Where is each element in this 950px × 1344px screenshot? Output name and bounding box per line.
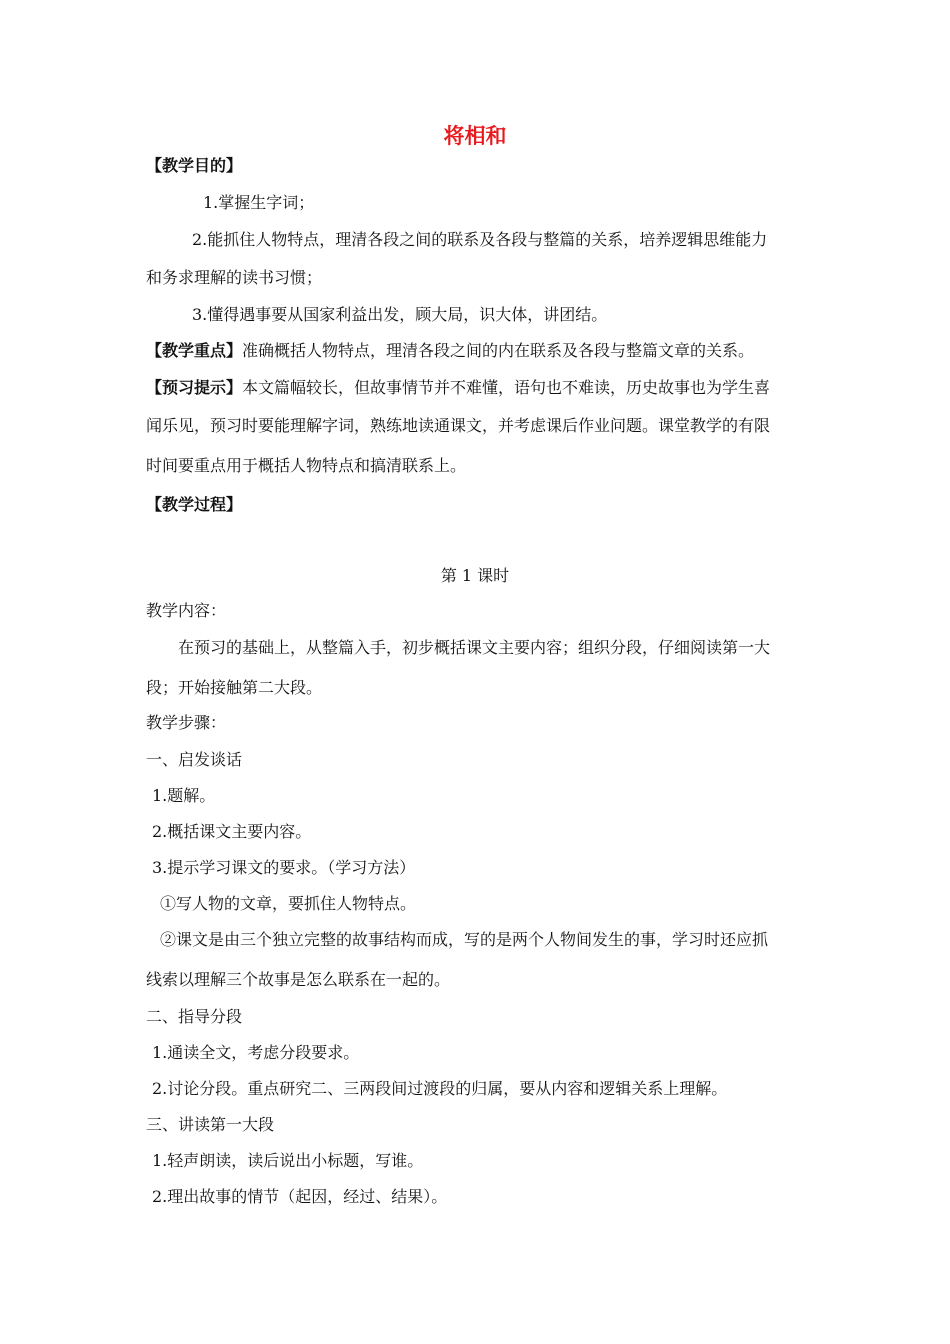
sub-item: ②课文是由三个独立完整的故事结构而成，写的是两个人物间发生的事，学习时还应抓 [160, 930, 769, 949]
section-heading: 一、启发谈话 [146, 750, 243, 769]
content-label: 教学内容： [146, 601, 227, 620]
objective-item: 3.懂得遇事要从国家利益出发，顾大局，识大体，讲团结。 [192, 305, 608, 324]
objective-item: 1.掌握生字词； [203, 193, 315, 212]
list-item: 1.题解。 [152, 786, 216, 805]
key-points-text: 准确概括人物特点，理清各段之间的内在联系及各段与整篇文章的关系。 [242, 341, 755, 360]
list-item: 2.概括课文主要内容。 [152, 822, 312, 841]
preview-hint-text: 本文篇幅较长，但故事情节并不难懂，语句也不难读，历史故事也为学生喜 [242, 378, 771, 397]
sub-item-continued: 线索以理解三个故事是怎么联系在一起的。 [146, 970, 451, 989]
preview-hint-line [146, 377, 770, 399]
list-item: 1.通读全文，考虑分段要求。 [152, 1043, 360, 1062]
process-heading: 【教学过程】 [146, 495, 243, 514]
list-item: 2.理出故事的情节（起因，经过、结果）。 [152, 1187, 448, 1206]
content-text: 段；开始接触第二大段。 [146, 678, 323, 697]
sub-item: ①写人物的文章，要抓住人物特点。 [160, 894, 417, 913]
preview-hint-heading: 【预习提示】 [146, 378, 243, 397]
objective-item: 2.能抓住人物特点，理清各段之间的联系及各段与整篇的关系，培养逻辑思维能力 [192, 230, 768, 249]
preview-hint-text: 时间要重点用于概括人物特点和搞清联系上。 [146, 456, 467, 475]
content-text: 在预习的基础上，从整篇入手，初步概括课文主要内容；组织分段，仔细阅读第一大 [178, 638, 771, 657]
steps-label: 教学步骤： [146, 713, 227, 732]
list-item: 2.讨论分段。重点研究二、三两段间过渡段的归属，要从内容和逻辑关系上理解。 [152, 1079, 728, 1098]
section-heading: 三、讲读第一大段 [146, 1115, 275, 1134]
key-points-line [146, 340, 754, 362]
list-item: 3.提示学习课文的要求。（学习方法） [152, 858, 416, 877]
preview-hint-text: 闻乐见，预习时要能理解字词，熟练地读通课文，并考虑课后作业问题。课堂教学的有限 [146, 416, 771, 435]
objectives-heading: 【教学目的】 [146, 156, 243, 175]
key-points-heading: 【教学重点】 [146, 341, 243, 360]
objective-item-continued: 和务求理解的读书习惯； [146, 268, 323, 287]
section-heading: 二、指导分段 [146, 1007, 243, 1026]
document-title: 将相和 [443, 124, 507, 148]
list-item: 1.轻声朗读，读后说出小标题，写谁。 [152, 1151, 424, 1170]
lesson-title: 第 1 课时 [440, 566, 510, 585]
